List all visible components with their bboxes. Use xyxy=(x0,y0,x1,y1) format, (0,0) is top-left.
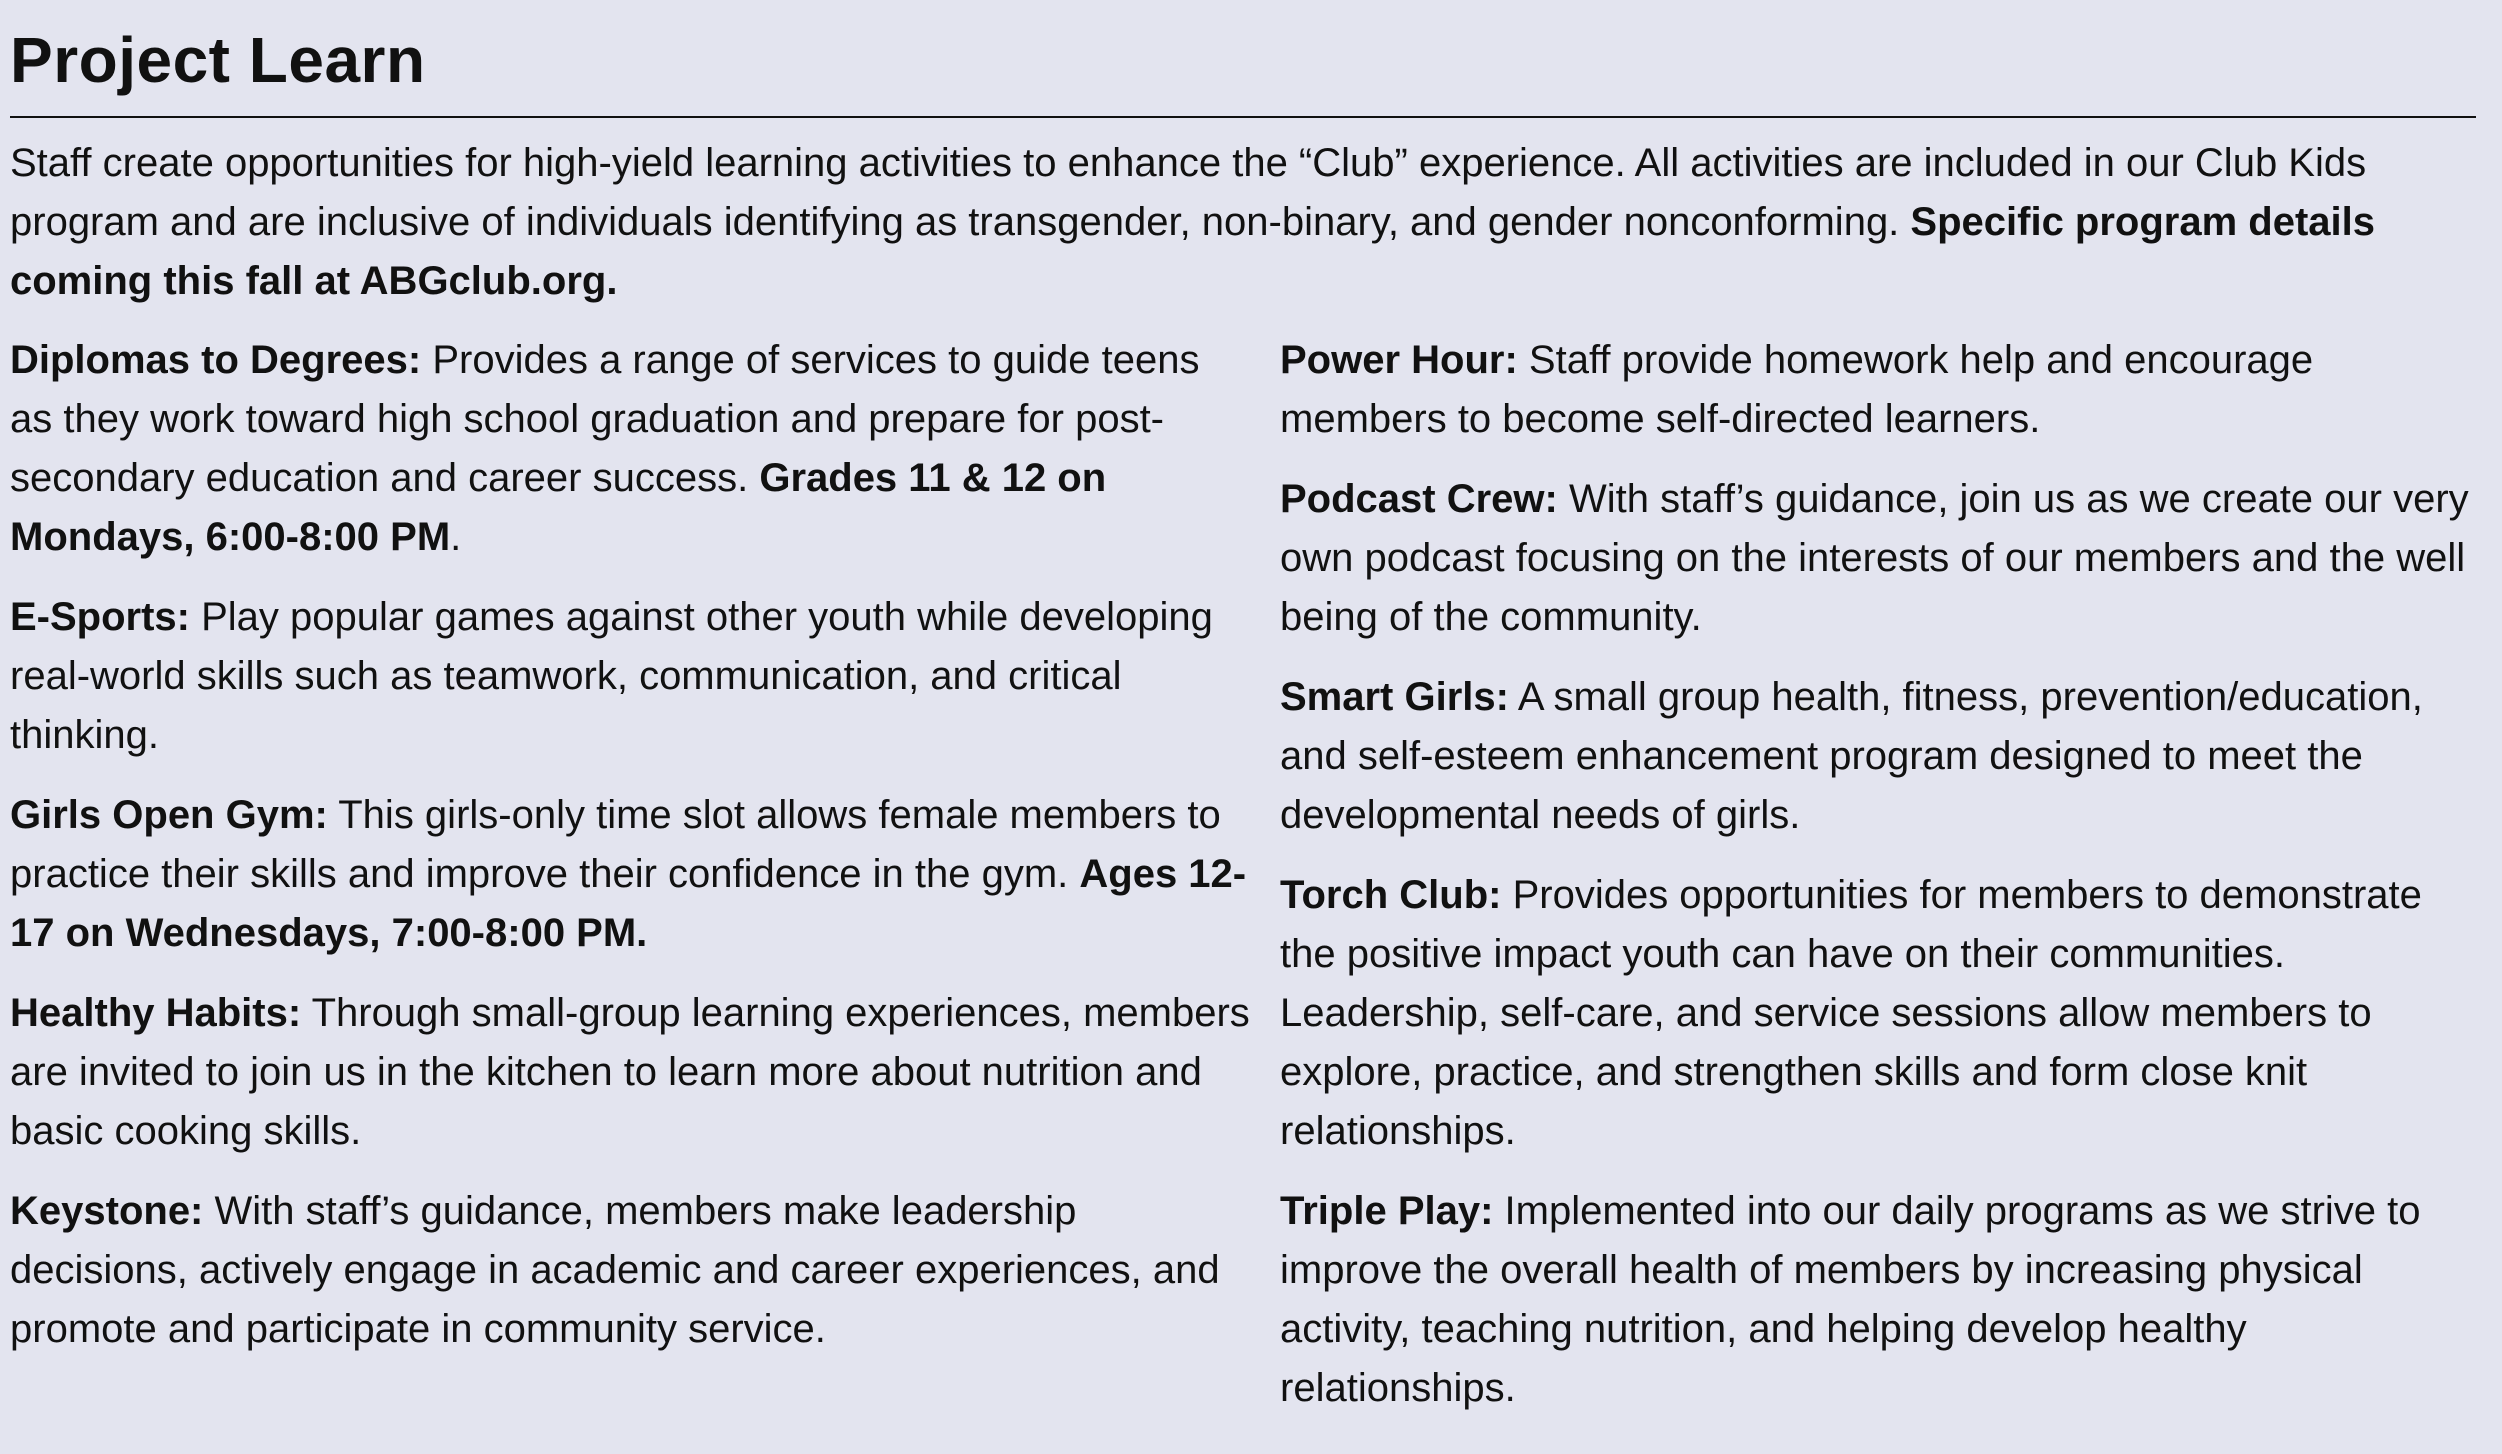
program-diplomas-to-degrees xyxy=(10,331,1250,567)
program-label: Keystone: xyxy=(10,1189,204,1233)
program-description: With staff’s guidance, join us as we create our very own podcast focusing on the interests of our members and the well being of the community. xyxy=(1280,477,2469,639)
program-description: Through small-group learning experiences, members are invited to join us in the kitchen to learn more about nutrition and basic cooking skills. xyxy=(10,991,1250,1153)
program-description: Provides opportunities for members to demonstrate the positive impact youth can have on their communities. Leadership, self-care, and service sessions allow members to explore, practice, and strengthen skills and form close knit relationships. xyxy=(1280,873,2422,1153)
program-description: Provides a range of services to guide teens as they work toward high school graduation and prepare for post-secondary education and career success. xyxy=(10,338,1200,500)
program-columns xyxy=(10,331,2486,1439)
program-tail: . xyxy=(450,515,462,559)
program-label: Triple Play: xyxy=(1280,1189,1494,1233)
right-column xyxy=(1280,331,2480,1439)
program-label: Torch Club: xyxy=(1280,873,1502,917)
program-label: E-Sports: xyxy=(10,595,190,639)
program-description: Staff provide homework help and encourage members to become self-directed learners. xyxy=(1280,338,2314,441)
program-schedule: Grades 11 & 12 on Mondays, 6:00-8:00 PM xyxy=(10,456,1107,559)
program-label: Diplomas to Degrees: xyxy=(10,338,422,382)
program-description: This girls-only time slot allows female members to practice their skills and improve their confidence in the gym. xyxy=(10,793,1221,896)
program-girls-open-gym xyxy=(10,786,1250,963)
program-torch-club xyxy=(1280,866,2480,1161)
left-column xyxy=(10,331,1250,1439)
program-smart-girls xyxy=(1280,668,2480,845)
program-description: A small group health, fitness, prevention/education, and self-esteem enhancement program designed to meet the developmental needs of girls. xyxy=(1280,675,2423,837)
intro-text: Staff create opportunities for high-yield learning activities to enhance the “Club” experience. All activities are included in our Club Kids program and are inclusive of individuals identifying as transgender, non-binary, and gender nonconforming. xyxy=(10,141,2367,244)
program-keystone xyxy=(10,1182,1250,1359)
title-divider xyxy=(10,116,2476,118)
intro-paragraph xyxy=(10,134,2480,311)
program-e-sports xyxy=(10,588,1250,765)
program-label: Healthy Habits: xyxy=(10,991,302,1035)
intro-bold-text: Specific program details coming this fall at ABGclub.org. xyxy=(10,200,2376,303)
program-healthy-habits xyxy=(10,984,1250,1161)
program-podcast-crew xyxy=(1280,470,2480,647)
program-description: Play popular games against other youth while developing real-world skills such as teamwork, communication, and critical thinking. xyxy=(10,595,1213,757)
page-title: Project Learn xyxy=(10,24,426,96)
program-power-hour xyxy=(1280,331,2480,449)
program-label: Girls Open Gym: xyxy=(10,793,328,837)
program-description: Implemented into our daily programs as we strive to improve the overall health of members by increasing physical activity, teaching nutrition, and helping develop healthy relationships. xyxy=(1280,1189,2421,1410)
program-label: Power Hour: xyxy=(1280,338,1518,382)
program-schedule: Ages 12-17 on Wednesdays, 7:00-8:00 PM. xyxy=(10,852,1247,955)
program-description: With staff’s guidance, members make leadership decisions, actively engage in academic and career experiences, and promote and participate in community service. xyxy=(10,1189,1220,1351)
program-label: Smart Girls: xyxy=(1280,675,1509,719)
program-triple-play xyxy=(1280,1182,2480,1418)
program-label: Podcast Crew: xyxy=(1280,477,1558,521)
